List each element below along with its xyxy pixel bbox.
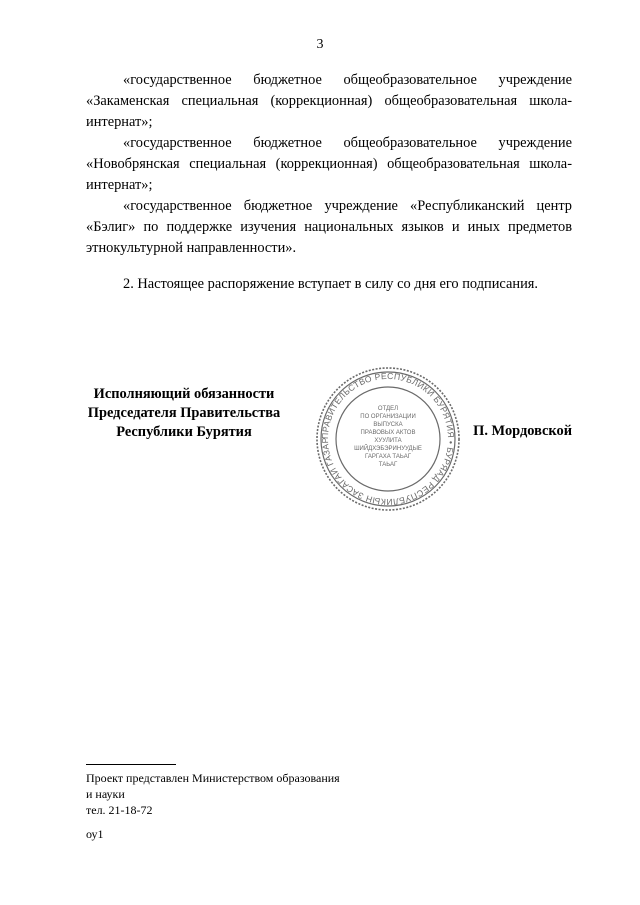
seal-center-line: ГАРГАХА ТАЬАГ [365,454,411,460]
seal-ring-text: ПРАВИТЕЛЬСТВО РЕСПУБЛИКИ БУРЯТИЯ • БУРЯАД РЕСПУБЛИКЫН ЗАСАГАЙ ГАЗАР [319,370,457,508]
signature-block [86,370,572,525]
footnote-divider [86,764,176,765]
seal-center-line: ТАЬАГ [378,462,398,468]
footnote-line: Проект представлен Министерством образования [86,771,340,785]
paragraph-novobryanskaya-school: «государственное бюджетное общеобразовательное учреждение «Новобрянская специальная (коррекционная) общеобразовательная школа-интернат»; [86,135,572,193]
document-code: оу1 [86,827,104,841]
signer-name: П. Мордовской [473,423,572,439]
paragraph-belig-center: «государственное бюджетное учреждение «Республиканский центр «Бэлиг» по поддержке изучения национальных языков и иных предметов этнокультурной направленности». [86,198,572,256]
paragraph-effective-date: 2. Настоящее распоряжение вступает в силу со дня его подписания. [123,276,538,292]
signer-title-line: Исполняющий обязанности [93,386,275,402]
signer-title-line: Республики Бурятия [116,424,252,440]
footnote [86,764,386,842]
seal-center-line: ПО ОРГАНИЗАЦИИ [360,414,416,420]
seal-center-line: ОТДЕЛ [377,406,399,412]
paragraph-zakamensk-school: «государственное бюджетное общеобразовательное учреждение «Закаменская специальная (коррекционная) общеобразовательная школа-интернат»; [86,72,572,130]
signer-title-line: Председателя Правительства [87,405,281,421]
page-number: 3 [316,37,324,52]
seal-center-line: ВЫПУСКА [373,422,403,428]
document-body [86,70,572,295]
official-seal [314,365,462,513]
footnote-line: тел. 21-18-72 [86,803,153,817]
seal-center-line: ПРАВОВЫХ АКТОВ [360,430,416,436]
footnote-line: и науки [86,787,125,801]
seal-center-line: ШИЙДХЭБЭРИНУУДЫЕ [354,446,422,452]
signer-title [86,385,282,442]
seal-center-line: ХУУЛИТА [374,438,402,444]
